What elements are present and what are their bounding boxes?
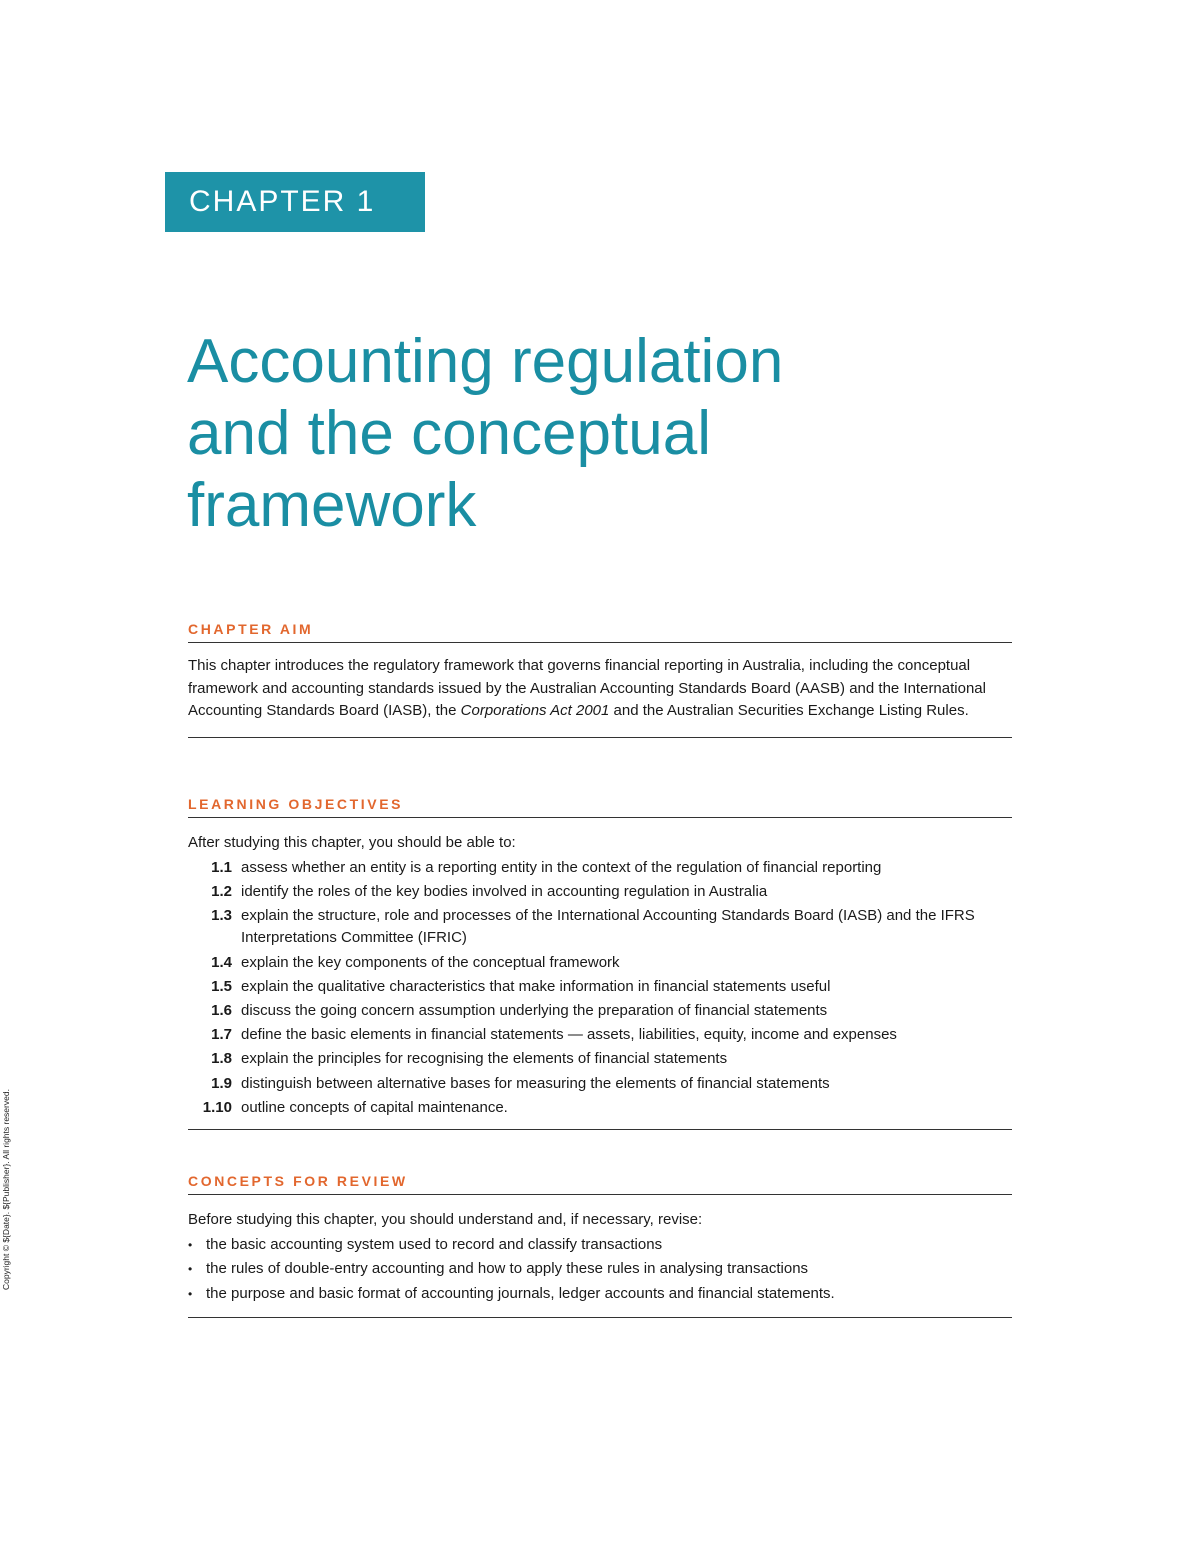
- chapter-label: CHAPTER 1: [189, 185, 376, 218]
- bullet-icon: •: [188, 1237, 193, 1252]
- objective-number: 1.8: [211, 1050, 232, 1068]
- objective-number: 1.1: [211, 858, 232, 876]
- list-item: [188, 952, 1012, 975]
- objective-text: explain the key components of the conceptual framework: [241, 953, 620, 971]
- list-item: [188, 1283, 1012, 1306]
- list-item: [188, 881, 1012, 904]
- objective-text: discuss the going concern assumption underlying the preparation of financial statements: [241, 1001, 828, 1019]
- bullet-icon: •: [188, 1262, 193, 1276]
- list-item: [188, 1097, 1012, 1120]
- divider: [188, 737, 1012, 738]
- title-line: Accounting regulation: [187, 327, 784, 396]
- concepts-for-review-section: [188, 1172, 1012, 1318]
- learning-objectives-section: [188, 795, 1012, 1130]
- divider: [188, 1317, 1012, 1318]
- objective-text: explain the structure, role and processes of the International Accounting Standards Board (IASB) and the IFRS Interpretations Committee (IFRIC): [241, 906, 975, 947]
- divider: [188, 642, 1012, 643]
- list-item: [188, 1073, 1012, 1096]
- learning-objectives-heading: LEARNING OBJECTIVES: [188, 796, 404, 812]
- concepts-for-review-heading: CONCEPTS FOR REVIEW: [188, 1173, 408, 1189]
- concepts-for-review-intro: Before studying this chapter, you should understand and, if necessary, revise:: [188, 1211, 703, 1228]
- list-item: [188, 1024, 1012, 1047]
- objective-text: outline concepts of capital maintenance.: [241, 1098, 508, 1116]
- title-line: framework: [187, 471, 477, 540]
- title-line: and the conceptual: [187, 399, 711, 468]
- objective-text: identify the roles of the key bodies involved in accounting regulation in Australia: [241, 882, 768, 900]
- list-item: [188, 976, 1012, 999]
- review-item-text: the purpose and basic format of accounting journals, ledger accounts and financial statements.: [206, 1284, 835, 1302]
- list-item: [188, 857, 1012, 880]
- page-title: [187, 326, 1087, 542]
- objective-number: 1.4: [211, 953, 232, 971]
- chapter-aim-heading: CHAPTER AIM: [188, 621, 314, 637]
- chapter-aim-text: [188, 655, 1012, 723]
- aim-text-part: This chapter introduces the regulatory framework that governs financial reporting in Australia, including the conceptual framework and accounting standards issued by the Australian Accounting Standards Board (AASB) and the International Accounting Standards Board (IASB), the: [188, 657, 986, 719]
- list-item: [188, 1048, 1012, 1071]
- objective-number: 1.10: [202, 1098, 232, 1116]
- objective-number: 1.7: [211, 1026, 232, 1044]
- learning-objectives-intro: After studying this chapter, you should be able to:: [188, 834, 516, 851]
- review-item-text: the rules of double-entry accounting and how to apply these rules in analysing transactions: [206, 1260, 809, 1277]
- bullet-icon: •: [188, 1286, 193, 1301]
- divider: [188, 817, 1012, 818]
- divider: [188, 1129, 1012, 1130]
- aim-text-italic: Corporations Act 2001: [460, 702, 610, 719]
- objective-number: 1.3: [211, 906, 232, 924]
- objective-text: define the basic elements in financial statements — assets, liabilities, equity, income and expenses: [241, 1026, 897, 1044]
- objective-text: explain the qualitative characteristics that make information in financial statements useful: [241, 977, 831, 995]
- objective-text: assess whether an entity is a reporting entity in the context of the regulation of financial reporting: [241, 858, 882, 876]
- objective-number: 1.9: [211, 1074, 232, 1092]
- chapter-aim-section: [188, 620, 1012, 738]
- list-item: [188, 1234, 1012, 1257]
- divider: [188, 1194, 1012, 1195]
- objective-text: distinguish between alternative bases for measuring the elements of financial statements: [241, 1074, 830, 1092]
- list-item: [188, 1000, 1012, 1023]
- aim-text-part: and the Australian Securities Exchange Listing Rules.: [609, 702, 969, 719]
- objective-text: explain the principles for recognising the elements of financial statements: [241, 1050, 728, 1068]
- objective-number: 1.2: [211, 882, 232, 900]
- objective-number: 1.6: [211, 1001, 232, 1019]
- list-item: [188, 1258, 1012, 1281]
- copyright-notice: Copyright © ${Date}. ${Publisher}. All rights reserved.: [1, 1089, 11, 1290]
- list-item: [188, 905, 1012, 950]
- review-list: [188, 1234, 1012, 1306]
- objectives-list: [188, 857, 1012, 1120]
- review-item-text: the basic accounting system used to record and classify transactions: [206, 1235, 663, 1253]
- chapter-label-box: [165, 172, 425, 232]
- objective-number: 1.5: [211, 977, 232, 995]
